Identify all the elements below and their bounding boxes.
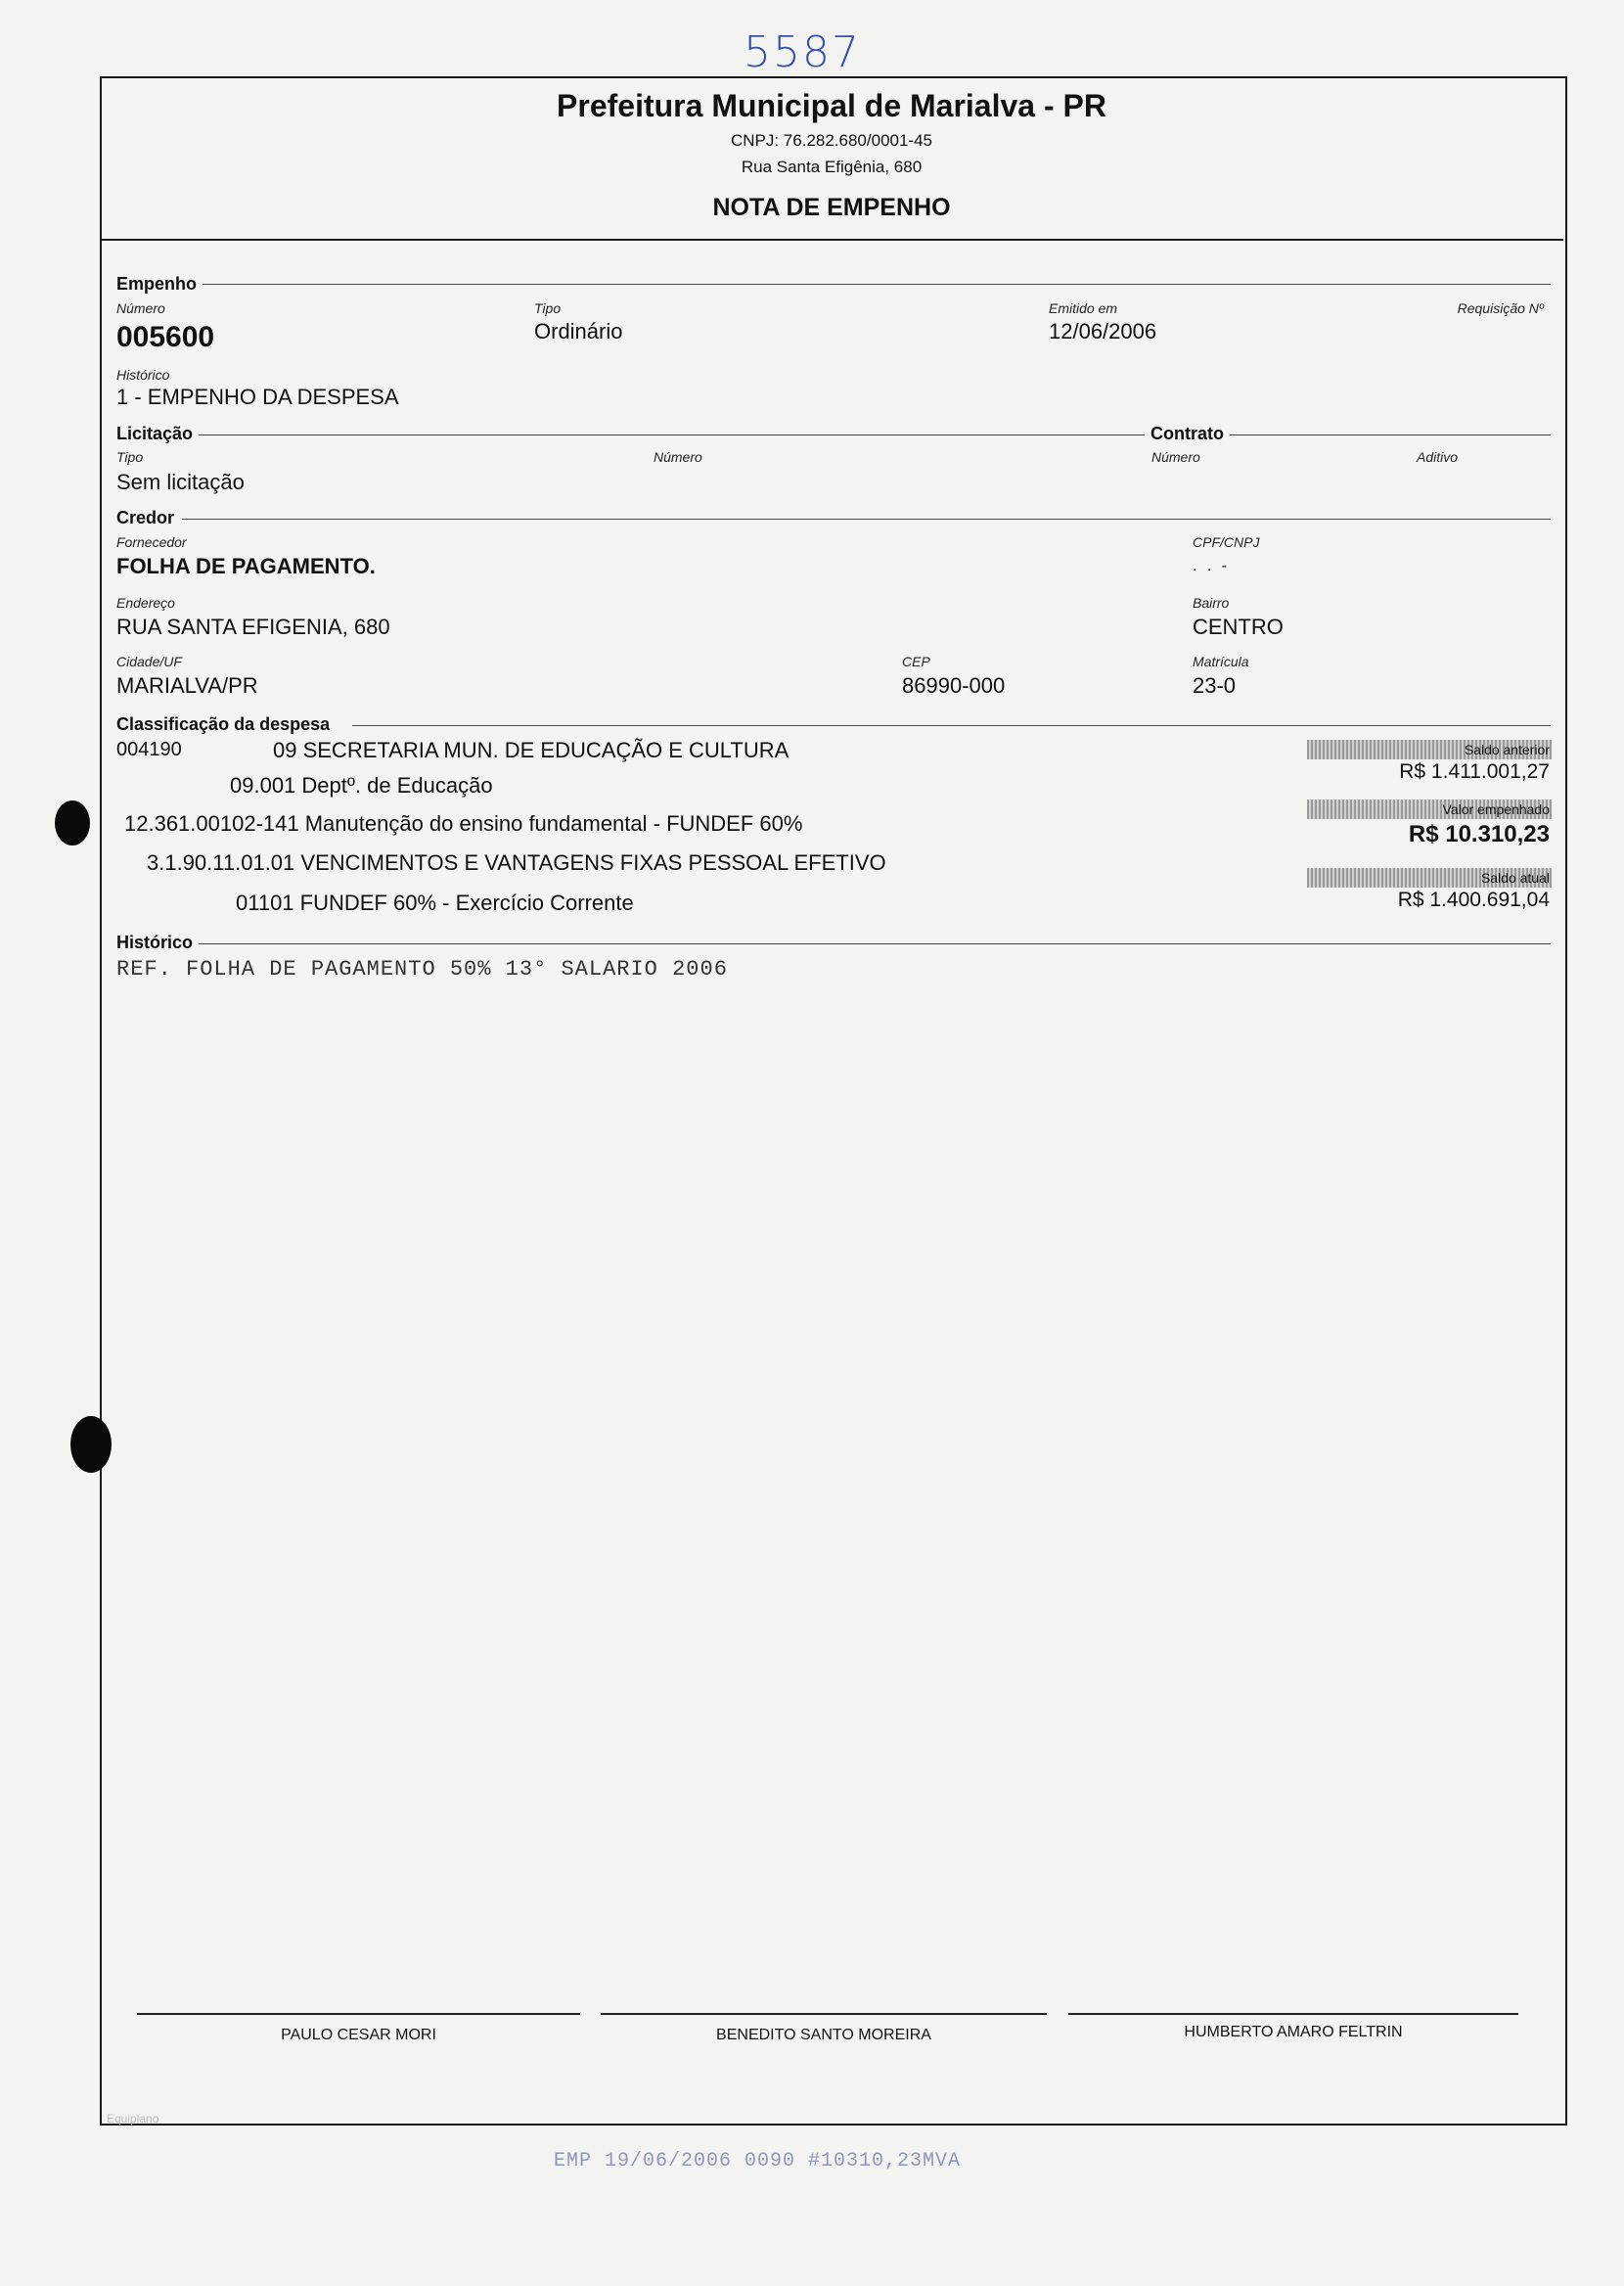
- classificacao-rule: [352, 725, 1551, 726]
- classificacao-code: 004190: [116, 739, 182, 760]
- classificacao-line3: 12.361.00102-141 Manutenção do ensino fundamental - FUNDEF 60%: [124, 811, 803, 836]
- matricula-label: Matrícula: [1193, 654, 1249, 669]
- licitacao-tipo-label: Tipo: [116, 449, 144, 465]
- cpf-value: . . -: [1193, 558, 1231, 574]
- saldo-anterior-label: Saldo anterior: [1307, 740, 1552, 759]
- historico-rule: [196, 943, 1551, 944]
- licitacao-numero-label: Número: [654, 449, 702, 465]
- signature-name-3: HUMBERTO AMARO FELTRIN: [1184, 2024, 1403, 2040]
- empenho-historico-label: Histórico: [116, 367, 170, 383]
- emitido-label: Emitido em: [1049, 300, 1118, 316]
- historico-text: REF. FOLHA DE PAGAMENTO 50% 13° SALARIO 2006: [116, 957, 728, 982]
- cpf-label: CPF/CNPJ: [1193, 534, 1260, 550]
- header-divider: [102, 239, 1563, 241]
- bairro-label: Bairro: [1193, 595, 1230, 611]
- footer-small-text: Equiplano: [107, 2112, 159, 2126]
- empenho-numero-label: Número: [116, 300, 165, 316]
- signature-line-2: [601, 2013, 1047, 2015]
- document-title: NOTA DE EMPENHO: [712, 194, 951, 221]
- signature-name-1: PAULO CESAR MORI: [281, 2027, 436, 2043]
- credor-rule: [182, 519, 1551, 520]
- signature-line-3: [1068, 2013, 1518, 2015]
- requisicao-label: Requisição Nº: [1457, 300, 1544, 316]
- classificacao-line1: 09 SECRETARIA MUN. DE EDUCAÇÃO E CULTURA: [273, 738, 789, 762]
- classificacao-section-title: Classificação da despesa: [116, 714, 336, 735]
- empenho-tipo: Ordinário: [534, 319, 623, 343]
- page-title: Prefeitura Municipal de Marialva - PR: [557, 88, 1106, 123]
- licitacao-tipo: Sem licitação: [116, 470, 245, 494]
- endereco-label: Endereço: [116, 595, 175, 611]
- signature-name-2: BENEDITO SANTO MOREIRA: [716, 2027, 931, 2043]
- empenho-numero: 005600: [116, 321, 215, 353]
- cnpj-text: CNPJ: 76.282.680/0001-45: [730, 131, 933, 150]
- cep-value: 86990-000: [902, 673, 1006, 698]
- historico-section-title: Histórico: [116, 933, 199, 953]
- empenho-section-title: Empenho: [116, 274, 203, 295]
- fornecedor-label: Fornecedor: [116, 534, 187, 550]
- punch-hole-1: [55, 800, 90, 846]
- empenho-tipo-label: Tipo: [534, 300, 562, 316]
- valor-empenhado-label: Valor empenhado: [1307, 800, 1552, 819]
- endereco-value: RUA SANTA EFIGENIA, 680: [116, 615, 390, 639]
- licitacao-section-title: Licitação: [116, 424, 199, 444]
- signature-line-1: [137, 2013, 580, 2015]
- handwritten-number: 5587: [744, 27, 861, 77]
- cep-label: CEP: [902, 654, 930, 669]
- saldo-atual-value: R$ 1.400.691,04: [1397, 889, 1550, 911]
- classificacao-line5: 01101 FUNDEF 60% - Exercício Corrente: [236, 891, 634, 915]
- saldo-atual-label: Saldo atual: [1307, 868, 1552, 888]
- matricula-value: 23-0: [1193, 673, 1237, 698]
- cidade-label: Cidade/UF: [116, 654, 182, 669]
- fornecedor-name: FOLHA DE PAGAMENTO.: [116, 554, 376, 578]
- valor-empenhado-value: R$ 10.310,23: [1408, 821, 1550, 847]
- emitido-date: 12/06/2006: [1049, 319, 1157, 343]
- empenho-rule: [196, 284, 1551, 285]
- classificacao-line2: 09.001 Deptº. de Educação: [230, 773, 493, 798]
- protocol-stamp: EMP 19/06/2006 0090 #10310,23MVA: [554, 2150, 962, 2172]
- saldo-anterior-value: R$ 1.411.001,27: [1399, 760, 1550, 783]
- contrato-aditivo-label: Aditivo: [1417, 449, 1459, 465]
- address-text: Rua Santa Efigênia, 680: [741, 158, 923, 176]
- cidade-value: MARIALVA/PR: [116, 673, 258, 698]
- contrato-section-title: Contrato: [1145, 424, 1230, 444]
- credor-section-title: Credor: [116, 508, 180, 528]
- classificacao-line4: 3.1.90.11.01.01 VENCIMENTOS E VANTAGENS FIXAS PESSOAL EFETIVO: [147, 850, 886, 875]
- licitacao-rule: [196, 434, 1551, 435]
- empenho-historico: 1 - EMPENHO DA DESPESA: [116, 385, 399, 409]
- bairro-value: CENTRO: [1193, 615, 1284, 639]
- punch-hole-2: [70, 1416, 112, 1473]
- contrato-numero-label: Número: [1151, 449, 1200, 465]
